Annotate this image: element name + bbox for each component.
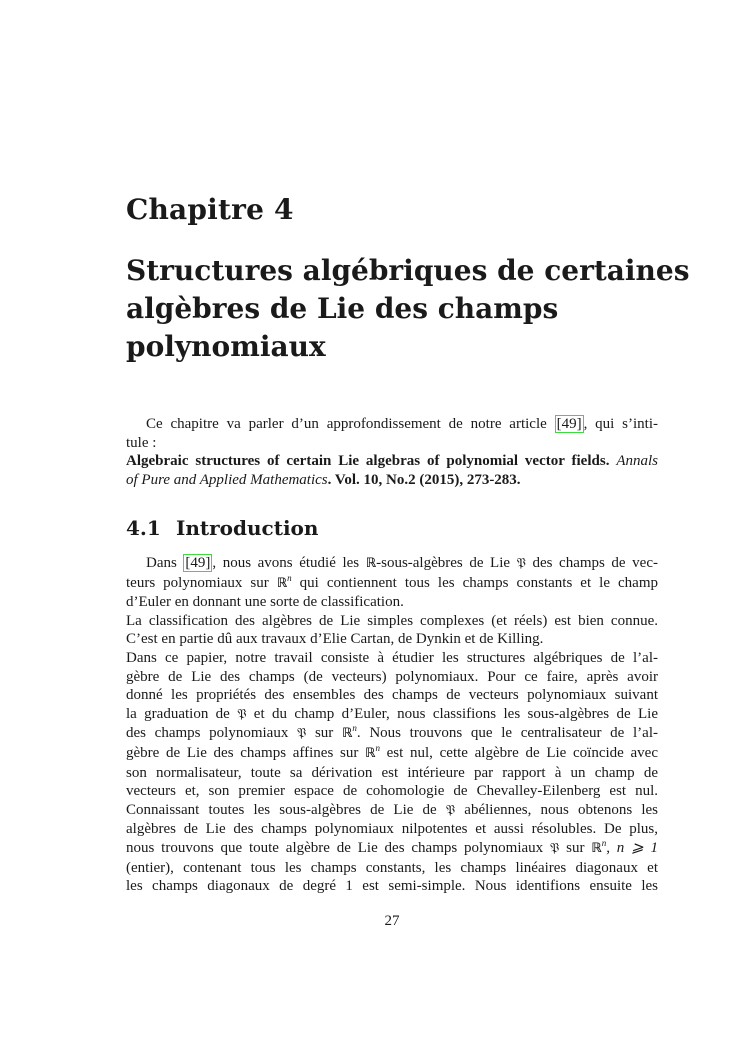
body-line: algèbres de Lie des champs polynomiaux nilpotentes et aussi résolubles. De plus, [126, 821, 658, 838]
reference-line [126, 452, 658, 471]
body-line: des champs polynomiaux 𝔓 sur ℝ$^n$. Nous trouvons que le centralisateur de l’al- [126, 723, 658, 742]
section-heading [126, 516, 318, 540]
body-line: teurs polynomiaux sur ℝ$^n$ qui contiennent tous les champs constants et le champ [126, 572, 658, 591]
reference-line [126, 471, 658, 490]
body-line: Connaissant toutes les sous-algèbres de Lie de 𝔓 abéliennes, nous obtenons les [126, 801, 658, 818]
body-line: gèbre de Lie des champs (de vecteurs) polynomiaux. Pour ce faire, après avoir [126, 668, 658, 685]
body-line: les champs diagonaux de degré 1 est semi-simple. Nous identifions ensuite les [126, 878, 658, 895]
page-number: 27 [384, 913, 400, 929]
citation-link[interactable]: [49] [556, 416, 582, 432]
body-line: gèbre de Lie des champs affines sur ℝ$^n$ est nul, cette algèbre de Lie coïncide avec [126, 742, 658, 761]
reference-journal: of Pure and Applied Mathematics [126, 471, 328, 488]
chapter-title [126, 252, 690, 366]
body-line: La classification des algèbres de Lie simples complexes (et réels) est bien connue. [126, 612, 658, 629]
chapter-label: Chapitre 4 [126, 193, 294, 226]
body-line: Dans ce papier, notre travail consiste à étudier les structures algébriques de l’al- [126, 649, 658, 666]
citation-link[interactable]: [49] [185, 555, 211, 571]
chapter-title-line: Structures algébriques de certaines [126, 254, 690, 287]
reference-title: Algebraic structures of certain Lie algebras of polynomial vector fields. [126, 453, 610, 470]
intro-line: Ce chapitre va parler d’un approfondissement de notre article [49] , qui s’inti- [146, 416, 659, 432]
body-line: C’est en partie dû aux travaux d’Elie Cartan, de Dynkin et de Killing. [126, 631, 544, 648]
chapter-title-line: polynomiaux [126, 330, 326, 363]
body-paragraph [126, 554, 658, 896]
body-line: (entier), contenant tous les champs constants, les champs linéaires diagonaux et [126, 859, 658, 876]
section-number: 4.1 [126, 516, 161, 540]
intro-paragraph [126, 415, 658, 489]
body-line: la graduation de 𝔓 et du champ d’Euler, nous classifions les sous-algèbres de Lie [126, 705, 658, 722]
section-title: Introduction [176, 516, 319, 540]
body-line: Dans [49] , nous avons étudié les ℝ-sous-algèbres de Lie 𝔓 des champs de vec- [146, 555, 658, 571]
chapter-title-line: algèbres de Lie des champs [126, 292, 559, 325]
body-line: vecteurs et, son premier espace de cohomologie de Chevalley-Eilenberg est nul. [126, 783, 658, 800]
intro-line: tule : [126, 434, 157, 451]
reference-journal: Annals [616, 453, 659, 470]
body-line: son normalisateur, toute sa dérivation est intérieure par rapport à un champ de [126, 764, 658, 781]
body-line: donné les propriétés des ensembles des champs de vecteurs polynomiaux suivant [126, 687, 658, 704]
reference-volume: . Vol. 10, No.2 (2015), 273-283. [327, 471, 521, 488]
body-line: nous trouvons que toute algèbre de Lie des champs polynomiaux 𝔓 sur ℝ$^n$, n ⩾ 1 [126, 837, 659, 856]
body-line: d’Euler en donnant une sorte de classification. [126, 594, 404, 611]
